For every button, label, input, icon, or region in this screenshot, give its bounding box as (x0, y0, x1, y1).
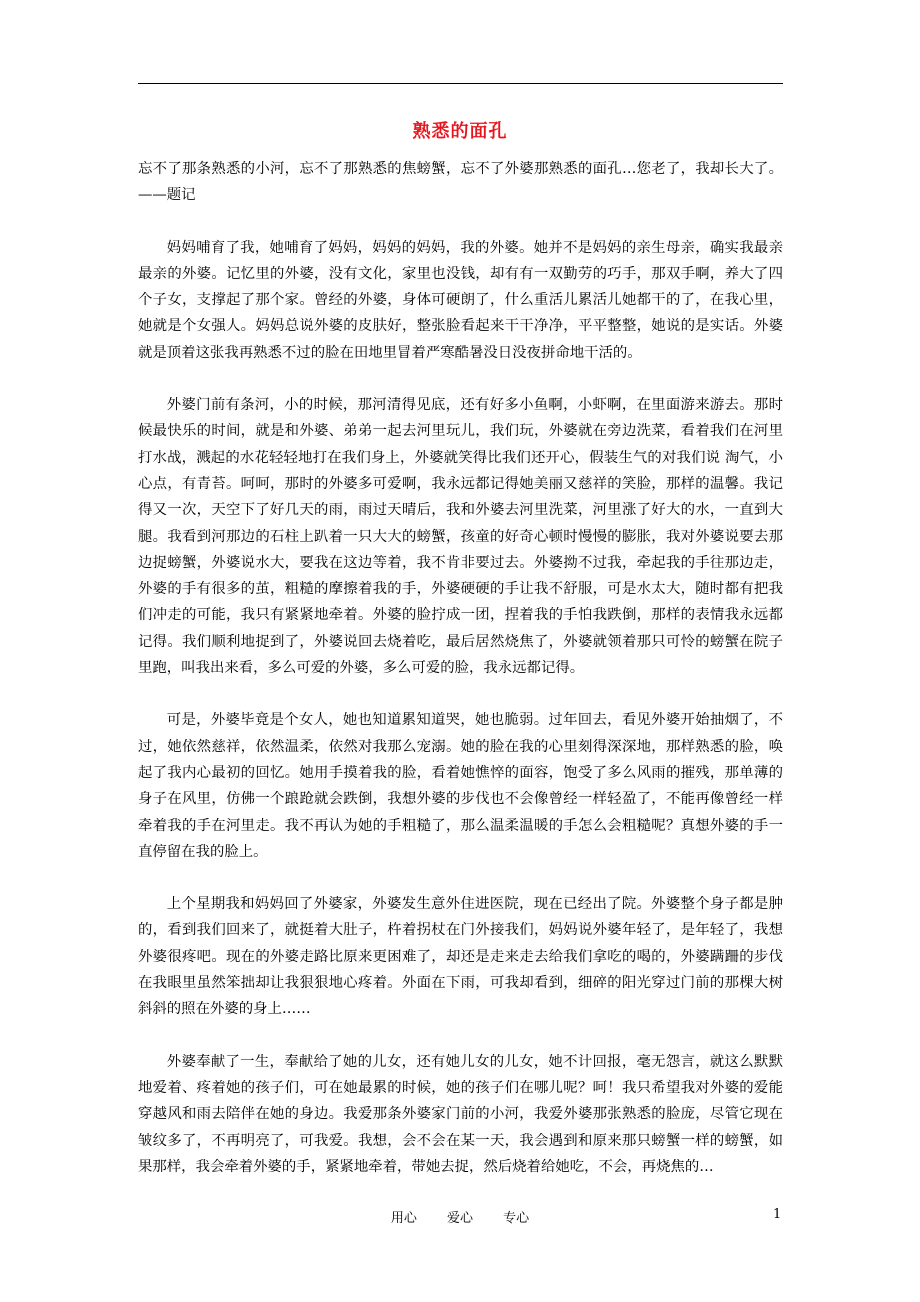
paragraph-4: 上个星期我和妈妈回了外婆家，外婆发生意外住进医院，现在已经出了院。外婆整个身子都是肿的，看到我们回来了，就挺着大肚子，杵着拐杖在门外接我们，妈妈说外婆年轻了，是年轻了，我想外婆很疼吧。现在的外婆走路比原来更困难了，却还是走来走去给我们拿吃的喝的，外婆蹒跚的步伐在我眼里虽然笨拙却让我狠狠地心疼着。外面在下雨，可我却看到，细碎的阳光穿过门前的那棵大树斜斜的照在外婆的身上…… (138, 896, 783, 1018)
document-title: 熟悉的面孔 (412, 121, 508, 142)
footer-motto (0, 1207, 920, 1226)
epigraph: 忘不了那条熟悉的小河，忘不了那熟悉的焦螃蟹，忘不了外婆那熟悉的面孔…您老了，我却长大了。——题记 (138, 161, 783, 204)
paragraph-1: 妈妈哺育了我，她哺育了妈妈，妈妈的妈妈，我的外婆。她并不是妈妈的亲生母亲，确实我最亲最亲的外婆。记忆里的外婆，没有文化，家里也没钱，却有有一双勤劳的巧手，那双手啊，养大了四个子女，支撑起了那个家。曾经的外婆，身体可硬朗了，什么重活儿累活儿她都干的了，在我心里，她就是个女强人。妈妈总说外婆的皮肤好，整张脸看起来干干净净，平平整整，她说的是实话。外婆就是顶着这张我再熟悉不过的脸在田地里冒着严寒酷暑没日没夜拼命地干活的。 (138, 239, 783, 361)
paragraph-5: 外婆奉献了一生，奉献给了她的儿女，还有她儿女的儿女，她不计回报，毫无怨言，就这么默默地爱着、疼着她的孩子们，可在她最累的时候，她的孩子们在哪儿呢？呵！我只希望我对外婆的爱能穿越风和雨去陪伴在她的身边。我爱那条外婆家门前的小河，我爱外婆那张熟悉的脸庞，尽管它现在皱纹多了，不再明亮了，可我爱。我想，会不会在某一天，我会遇到和原来那只螃蟹一样的螃蟹，如果那样，我会牵着外婆的手，紧紧地牵着，带她去捉，然后烧着给她吃，不会，再烧焦的… (138, 1053, 783, 1175)
paragraph-3: 可是，外婆毕竟是个女人，她也知道累知道哭，她也脆弱。过年回去，看见外婆开始抽烟了，不过，她依然慈祥，依然温柔，依然对我那么宠溺。她的脸在我的心里刻得深深地，那样熟悉的脸，唤起了我内心最初的回忆。她用手摸着我的脸，看着她憔悴的面容，饱受了多么风雨的摧残，那单薄的身子在风里，仿佛一个踉跄就会跌倒，我想外婆的步伐也不会像曾经一样轻盈了，不能再像曾经一样牵着我的手在河里走。我不再认为她的手粗糙了，那么温柔温暖的手怎么会粗糙呢？真想外婆的手一直停留在我的脸上。 (138, 712, 783, 860)
header-rule (138, 83, 783, 84)
page-number: 1 (773, 1207, 782, 1222)
footer-word-2: 爱心 (446, 1211, 473, 1226)
footer-word-3: 专心 (503, 1211, 530, 1226)
paragraph-2: 外婆门前有条河，小的时候，那河清得见底，还有好多小鱼啊，小虾啊，在里面游来游去。那时候最快乐的时间，就是和外婆、弟弟一起去河里玩儿，我们玩，外婆就在旁边洗菜，看着我们在河里打水战，溅起的水花轻轻地打在我们身上，外婆就笑得比我们还开心，假装生气的对我们说 淘气，小心点，有青苔。呵呵，那时的外婆多可爱啊，我永远都记得她美丽又慈祥的笑脸，那样的温馨。我记得又一次，天空下了好几天的雨，雨过天晴后，我和外婆去河里洗菜，河里涨了好大的水，一直到大腿。我看到河那边的石柱上趴着一只大大的螃蟹，孩童的好奇心顿时慢慢的膨胀，我对外婆说要去那边捉螃蟹，外婆说水大，要我在这边等着，我不肯非要过去。外婆拗不过我，牵起我的手往那边走，外婆的手有很多的茧，粗糙的摩擦着我的手，外婆硬硬的手让我不舒服，可是水太大，随时都有把我们冲走的可能，我只有紧紧地牵着。外婆的脸拧成一团，捏着我的手怕我跌倒，那样的表情我永远都记得。我们顺利地捉到了，外婆说回去烧着吃，最后居然烧焦了，外婆就领着那只可怜的螃蟹在院子里跑，叫我出来看，多么可爱的外婆，多么可爱的脸，我永远都记得。 (138, 397, 783, 677)
document-body (138, 156, 783, 1206)
footer-word-1: 用心 (390, 1211, 417, 1226)
